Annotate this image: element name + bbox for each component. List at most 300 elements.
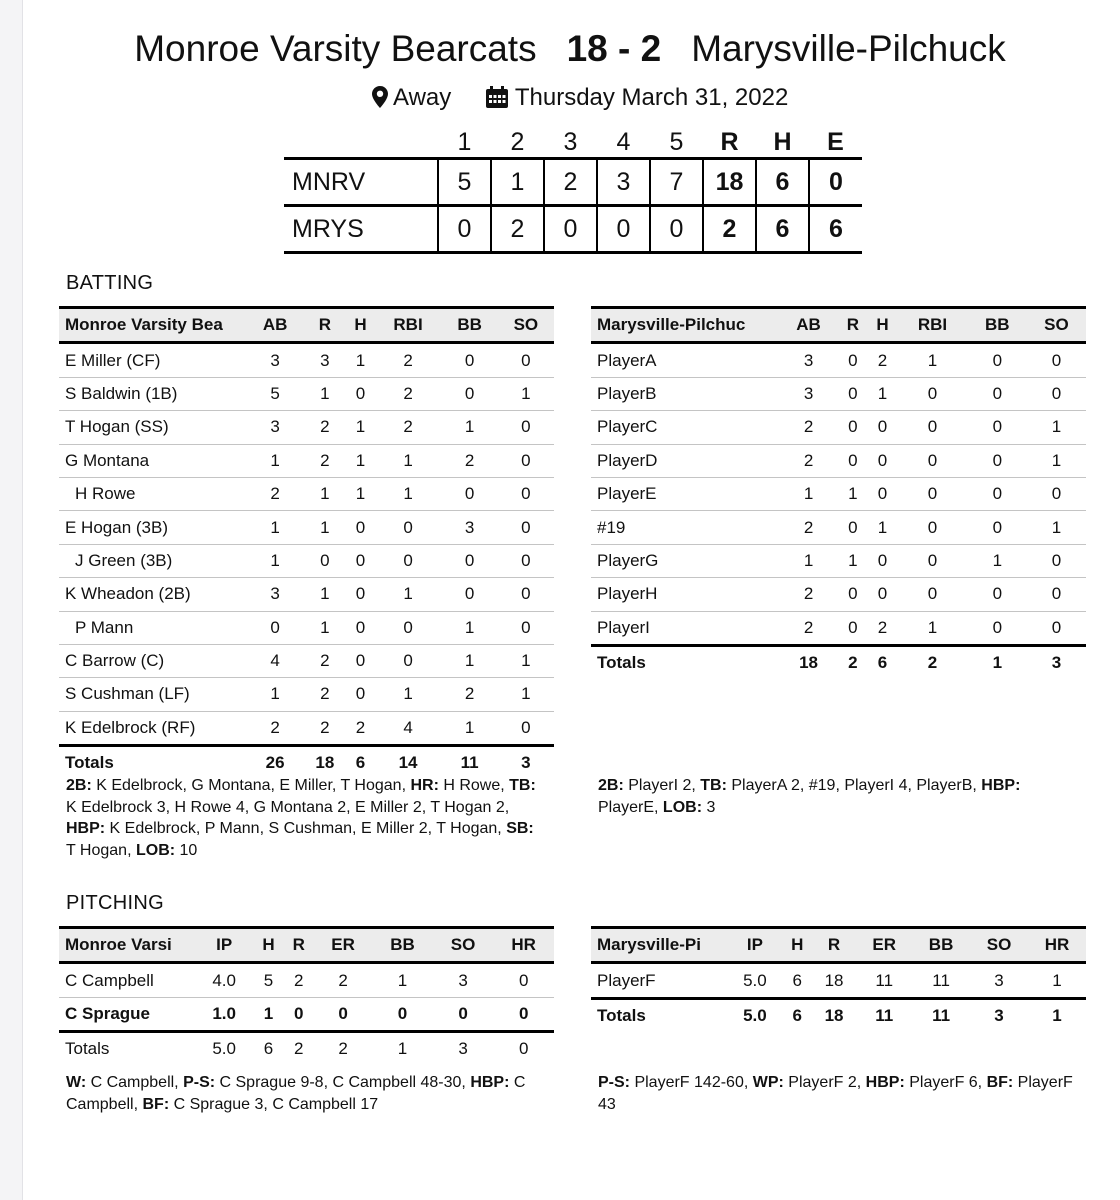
stat-cell: 1 xyxy=(397,970,408,990)
stat-cell: 1 xyxy=(403,684,413,704)
player-row xyxy=(591,411,1086,444)
stat-cell: 0 xyxy=(521,417,531,437)
stat-cell: 2 xyxy=(338,970,348,990)
stat-cell: 0 xyxy=(521,550,531,570)
column-header: R xyxy=(846,315,860,335)
errors-total: 6 xyxy=(809,206,862,253)
table-header-row xyxy=(59,928,554,963)
player-row xyxy=(59,343,554,377)
hits-total: 6 xyxy=(756,159,809,206)
player-name: PlayerH xyxy=(597,584,658,604)
stat-cell: 11 xyxy=(932,970,950,990)
linescore-header-row xyxy=(284,127,862,159)
totals-cell: 3 xyxy=(521,753,531,773)
note-label: TB: xyxy=(509,777,536,794)
stat-cell: 0 xyxy=(1051,383,1062,403)
stat-cell: 0 xyxy=(355,617,366,637)
stat-cell: 0 xyxy=(877,550,888,570)
column-header: SO xyxy=(513,315,539,335)
stat-cell: 0 xyxy=(464,584,475,604)
stat-cell: 0 xyxy=(848,350,858,370)
player-row xyxy=(591,611,1086,645)
inning-score: 0 xyxy=(597,206,650,253)
stat-cell: 0 xyxy=(458,1003,468,1023)
inning-score: 2 xyxy=(544,159,597,206)
note-label: LOB: xyxy=(135,841,176,859)
column-header: R xyxy=(318,315,331,335)
note-label: BF: xyxy=(986,1074,1014,1091)
stat-cell: 0 xyxy=(1051,484,1062,504)
totals-cell: 14 xyxy=(398,753,418,773)
stat-cell: 0 xyxy=(294,1003,304,1023)
home-team-name: Monroe Varsity Bearcats xyxy=(134,28,537,69)
stat-cell: 1 xyxy=(1052,970,1062,990)
totals-row xyxy=(59,1032,554,1066)
totals-cell: 18 xyxy=(799,653,819,673)
stat-cell: 1 xyxy=(320,383,330,403)
column-header: AB xyxy=(262,315,288,335)
player-name: PlayerE xyxy=(597,484,657,504)
stat-cell: 2 xyxy=(403,383,413,403)
stat-cell: 0 xyxy=(320,550,330,570)
player-row xyxy=(591,477,1086,510)
note-text: T Hogan, xyxy=(66,841,136,859)
stat-cell: 1 xyxy=(521,684,531,704)
player-row xyxy=(59,578,554,611)
note-text: PlayerA 2, #19, PlayerI 4, PlayerB, xyxy=(726,777,982,794)
inning-score: 2 xyxy=(491,206,544,253)
player-name: J Green (3B) xyxy=(75,550,173,570)
stat-cell: 2 xyxy=(877,350,888,370)
note-text: C Campbell, xyxy=(66,1074,526,1113)
stat-cell: 2 xyxy=(403,417,413,437)
final-score: 18 - 2 xyxy=(566,28,662,69)
totals-cell: 3 xyxy=(458,1039,468,1059)
game-date: Thursday March 31, 2022 xyxy=(514,84,789,111)
stat-cell: 2 xyxy=(320,684,330,704)
stat-cell: 4 xyxy=(270,651,280,671)
player-row xyxy=(591,444,1086,477)
stat-cell: 1 xyxy=(320,484,330,504)
note-text: PlayerF 2, xyxy=(783,1074,866,1091)
player-row xyxy=(59,511,554,544)
stat-cell: 0 xyxy=(992,517,1003,537)
note-label: WP: xyxy=(752,1074,784,1091)
stat-cell: 0 xyxy=(403,651,413,671)
column-header: H xyxy=(876,315,889,335)
column-header: H xyxy=(262,935,275,955)
stat-cell: 0 xyxy=(992,584,1003,604)
totals-cell: 3 xyxy=(994,1005,1004,1025)
stat-cell: 1 xyxy=(270,450,280,470)
note-label: P-S: xyxy=(598,1074,630,1091)
stat-cell: 0 xyxy=(403,617,413,637)
totals-cell: 6 xyxy=(355,753,366,773)
page-left-edge xyxy=(0,0,23,1200)
stat-cell: 1 xyxy=(403,484,413,504)
linescore-row xyxy=(284,206,862,253)
column-header: BB xyxy=(457,315,482,335)
stat-cell: 2 xyxy=(403,350,413,370)
totals-cell: 1 xyxy=(397,1039,408,1059)
stat-cell: 3 xyxy=(803,383,814,403)
stat-cell: 0 xyxy=(848,383,858,403)
stat-cell: 0 xyxy=(464,484,475,504)
stat-cell: 1 xyxy=(403,450,413,470)
note-label: 2B: xyxy=(66,777,92,794)
stat-cell: 1 xyxy=(803,484,814,504)
runs-total: 18 xyxy=(703,159,756,206)
stat-cell: 2 xyxy=(803,450,814,470)
stat-cell: 1 xyxy=(263,1003,274,1023)
player-row xyxy=(59,544,554,577)
totals-cell: 0 xyxy=(518,1039,529,1059)
hits-header: H xyxy=(773,127,792,156)
stat-cell: 0 xyxy=(992,484,1003,504)
linescore-row xyxy=(284,159,862,206)
stat-cell: 4.0 xyxy=(212,970,236,990)
stat-cell: 0 xyxy=(521,450,531,470)
inning-score: 0 xyxy=(438,206,491,253)
stat-cell: 0 xyxy=(1051,584,1062,604)
player-name: C Sprague xyxy=(65,1003,151,1023)
column-header: ER xyxy=(872,935,897,955)
stat-cell: 1 xyxy=(1051,417,1062,437)
player-row xyxy=(591,544,1086,577)
stat-cell: 1 xyxy=(270,550,280,570)
stat-cell: 4 xyxy=(403,717,413,737)
location-label: Away xyxy=(393,84,452,111)
stat-cell: 0 xyxy=(355,550,366,570)
player-name: PlayerF xyxy=(597,970,656,990)
player-row xyxy=(591,511,1086,544)
team-column-header: Marysville-Pilchuc xyxy=(597,315,746,335)
player-name: PlayerA xyxy=(597,350,657,370)
stat-cell: 5.0 xyxy=(743,970,767,990)
totals-cell: 6 xyxy=(792,1005,802,1025)
away-team-name: Marysville-Pilchuck xyxy=(691,28,1006,69)
stat-cell: 5 xyxy=(270,383,280,403)
player-name: E Miller (CF) xyxy=(65,350,161,370)
totals-row xyxy=(591,998,1086,1032)
inning-score: 5 xyxy=(438,159,491,206)
stat-cell: 1 xyxy=(464,651,475,671)
team-column-header: Marysville-Pi xyxy=(597,935,701,955)
stat-cell: 0 xyxy=(927,517,938,537)
player-name: P Mann xyxy=(75,617,134,637)
player-name: PlayerI xyxy=(597,617,650,637)
stat-cell: 0 xyxy=(338,1003,348,1023)
stat-cell: 0 xyxy=(464,383,475,403)
player-name: K Wheadon (2B) xyxy=(65,584,191,604)
stat-cell: 0 xyxy=(403,550,413,570)
home-batting-notes xyxy=(66,775,546,861)
stat-cell: 0 xyxy=(464,550,475,570)
inning-score: 0 xyxy=(650,206,703,253)
note-label: HBP: xyxy=(865,1074,905,1091)
stat-cell: 2 xyxy=(320,651,330,671)
inning-score: 3 xyxy=(597,159,650,206)
pitcher-row xyxy=(591,963,1086,998)
stat-cell: 0 xyxy=(1051,550,1062,570)
stat-cell: 1 xyxy=(320,517,330,537)
column-header: IP xyxy=(216,935,233,955)
player-row xyxy=(591,578,1086,611)
table-header-row xyxy=(59,308,554,343)
stat-cell: 0 xyxy=(848,584,858,604)
column-header: RBI xyxy=(917,315,948,335)
note-label: 2B: xyxy=(598,777,624,794)
away-batting-notes xyxy=(598,775,1078,818)
stat-cell: 2 xyxy=(320,450,330,470)
stat-cell: 5 xyxy=(263,970,274,990)
column-header: AB xyxy=(796,315,821,335)
totals-cell: 2 xyxy=(848,653,858,673)
column-header: BB xyxy=(928,935,954,955)
totals-cell: 18 xyxy=(824,1005,844,1025)
stat-cell: 3 xyxy=(270,417,280,437)
totals-cell: 3 xyxy=(1051,653,1062,673)
note-text: K Edelbrock, G Montana, E Miller, T Hogan, xyxy=(91,777,411,794)
note-text: PlayerF 6, xyxy=(904,1074,987,1091)
stat-cell: 0 xyxy=(403,517,413,537)
note-text: PlayerI 2, xyxy=(623,777,701,794)
stat-cell: 0 xyxy=(877,450,888,470)
stat-cell: 0 xyxy=(992,450,1003,470)
stat-cell: 18 xyxy=(824,970,844,990)
stat-cell: 0 xyxy=(877,584,888,604)
totals-cell: 11 xyxy=(875,1005,894,1025)
stat-cell: 2 xyxy=(803,584,814,604)
stat-cell: 1 xyxy=(877,383,888,403)
totals-cell: 2 xyxy=(927,653,938,673)
player-name: #19 xyxy=(597,517,626,537)
stat-cell: 0 xyxy=(464,350,475,370)
column-header: HR xyxy=(1044,935,1070,955)
note-text: H Rowe, xyxy=(438,777,510,794)
note-text: 10 xyxy=(175,841,198,859)
stat-cell: 1 xyxy=(355,450,366,470)
totals-cell: 11 xyxy=(460,753,479,773)
stat-cell: 1 xyxy=(848,550,858,570)
runs-total: 2 xyxy=(703,206,756,253)
stat-cell: 0 xyxy=(877,484,888,504)
totals-label: Totals xyxy=(597,1005,646,1025)
player-name: PlayerD xyxy=(597,450,658,470)
totals-cell: 6 xyxy=(877,653,888,673)
stat-cell: 2 xyxy=(464,684,475,704)
stat-cell: 3 xyxy=(270,350,280,370)
away-pitching-table xyxy=(591,926,1086,1032)
note-text: 3 xyxy=(702,798,716,816)
stat-cell: 1 xyxy=(355,417,366,437)
stat-cell: 0 xyxy=(992,617,1003,637)
stat-cell: 0 xyxy=(1051,617,1062,637)
batting-section-title: BATTING xyxy=(66,272,154,294)
stat-cell: 0 xyxy=(877,417,888,437)
stat-cell: 0 xyxy=(521,350,531,370)
stat-cell: 3 xyxy=(320,350,330,370)
note-label: TB: xyxy=(700,777,727,794)
column-header: SO xyxy=(450,935,476,955)
stat-cell: 0 xyxy=(992,417,1003,437)
note-label: HBP: xyxy=(470,1074,510,1091)
stat-cell: 11 xyxy=(875,970,894,990)
stat-cell: 1 xyxy=(464,417,475,437)
column-header: RBI xyxy=(393,315,423,335)
stat-cell: 0 xyxy=(848,417,858,437)
away-batting-table xyxy=(591,306,1086,679)
stat-cell: 1 xyxy=(521,651,531,671)
table-header-row xyxy=(591,928,1086,963)
note-label: HBP: xyxy=(66,820,106,837)
column-header: BB xyxy=(985,315,1010,335)
map-pin-icon xyxy=(372,84,388,111)
totals-cell: 2 xyxy=(338,1039,348,1059)
hits-total: 6 xyxy=(756,206,809,253)
stat-cell: 3 xyxy=(464,517,475,537)
stat-cell: 0 xyxy=(521,484,531,504)
stat-cell: 2 xyxy=(270,717,280,737)
note-text: K Edelbrock 3, H Rowe 4, G Montana 2, E Miller 2, T Hogan 2, xyxy=(66,798,510,816)
stat-cell: 1 xyxy=(992,550,1003,570)
stat-cell: 3 xyxy=(270,584,280,604)
player-name: S Cushman (LF) xyxy=(65,684,190,704)
player-name: C Campbell xyxy=(65,970,154,990)
stat-cell: 0 xyxy=(1051,350,1062,370)
player-row xyxy=(59,611,554,644)
player-row xyxy=(591,343,1086,377)
column-header: H xyxy=(354,315,367,335)
stat-cell: 0 xyxy=(927,584,938,604)
stat-cell: 0 xyxy=(927,484,938,504)
stat-cell: 1 xyxy=(521,383,531,403)
player-row xyxy=(59,678,554,711)
team-abbrev: MNRV xyxy=(292,167,366,196)
note-text: K Edelbrock, P Mann, S Cushman, E Miller 2, T Hogan, xyxy=(105,820,507,837)
stat-cell: 2 xyxy=(320,717,330,737)
pitching-section-title: PITCHING xyxy=(66,892,164,914)
column-header: BB xyxy=(390,935,415,955)
note-text: PlayerF 43 xyxy=(598,1074,1073,1113)
stat-cell: 1 xyxy=(927,617,938,637)
column-header: R xyxy=(292,935,305,955)
column-header: SO xyxy=(986,935,1012,955)
totals-label: Totals xyxy=(65,753,114,773)
totals-cell: 1 xyxy=(992,653,1003,673)
column-header: R xyxy=(827,935,841,955)
stat-cell: 3 xyxy=(458,970,468,990)
stat-cell: 0 xyxy=(521,617,531,637)
stat-cell: 2 xyxy=(803,417,814,437)
linescore-table xyxy=(284,127,862,254)
inning-header: 2 xyxy=(510,127,525,156)
stat-cell: 1.0 xyxy=(212,1003,236,1023)
stat-cell: 0 xyxy=(518,1003,529,1023)
player-row xyxy=(59,444,554,477)
inning-header: 4 xyxy=(616,127,631,156)
player-name: S Baldwin (1B) xyxy=(65,383,178,403)
stat-cell: 0 xyxy=(355,517,366,537)
column-header: H xyxy=(791,935,804,955)
player-name: H Rowe xyxy=(75,484,136,504)
note-label: BF: xyxy=(142,1095,170,1113)
stat-cell: 2 xyxy=(270,484,280,504)
game-meta xyxy=(0,84,1120,112)
totals-label: Totals xyxy=(597,653,646,673)
stat-cell: 0 xyxy=(927,450,938,470)
stat-cell: 0 xyxy=(848,517,858,537)
note-label: HR: xyxy=(410,777,439,794)
home-pitching-notes xyxy=(66,1072,546,1115)
stat-cell: 1 xyxy=(270,684,280,704)
stat-cell: 0 xyxy=(992,350,1003,370)
player-name: K Edelbrock (RF) xyxy=(65,717,196,737)
player-row xyxy=(59,377,554,410)
totals-cell: 11 xyxy=(932,1005,951,1025)
stat-cell: 2 xyxy=(355,717,366,737)
player-row xyxy=(59,711,554,745)
totals-row xyxy=(591,645,1086,679)
game-title xyxy=(0,28,1120,70)
errors-total: 0 xyxy=(809,159,862,206)
stat-cell: 0 xyxy=(355,383,366,403)
note-label: LOB: xyxy=(662,798,703,816)
totals-label: Totals xyxy=(65,1039,110,1059)
player-row xyxy=(59,411,554,444)
totals-cell: 18 xyxy=(315,753,335,773)
stat-cell: 0 xyxy=(355,651,366,671)
team-column-header: Monroe Varsity Bea xyxy=(65,315,223,335)
home-batting-table xyxy=(59,306,554,779)
pitcher-row xyxy=(59,997,554,1031)
note-label: P-S: xyxy=(183,1074,216,1091)
note-text: C Sprague 9-8, C Campbell 48-30, xyxy=(215,1074,471,1091)
stat-cell: 0 xyxy=(518,970,529,990)
table-header-row xyxy=(591,308,1086,343)
stat-cell: 1 xyxy=(877,517,888,537)
inning-header: 5 xyxy=(669,127,684,156)
stat-cell: 1 xyxy=(403,584,413,604)
player-row xyxy=(59,644,554,677)
stat-cell: 3 xyxy=(803,350,814,370)
player-name: PlayerC xyxy=(597,417,658,437)
stat-cell: 1 xyxy=(320,584,330,604)
player-row xyxy=(59,477,554,510)
stat-cell: 0 xyxy=(927,550,938,570)
stat-cell: 1 xyxy=(464,717,475,737)
note-text: C Sprague 3, C Campbell 17 xyxy=(169,1095,379,1113)
stat-cell: 2 xyxy=(464,450,475,470)
stat-cell: 1 xyxy=(464,617,475,637)
player-name: T Hogan (SS) xyxy=(65,417,169,437)
stat-cell: 0 xyxy=(521,584,531,604)
totals-cell: 5.0 xyxy=(743,1005,767,1025)
stat-cell: 1 xyxy=(355,350,366,370)
column-header: HR xyxy=(511,935,536,955)
stat-cell: 1 xyxy=(355,484,366,504)
totals-cell: 26 xyxy=(265,753,285,773)
column-header: ER xyxy=(331,935,355,955)
player-name: PlayerG xyxy=(597,550,659,570)
note-label: W: xyxy=(66,1074,87,1091)
stat-cell: 0 xyxy=(992,383,1003,403)
totals-cell: 6 xyxy=(263,1039,274,1059)
stat-cell: 1 xyxy=(1051,517,1062,537)
stat-cell: 2 xyxy=(294,970,304,990)
stat-cell: 0 xyxy=(927,383,938,403)
inning-score: 7 xyxy=(650,159,703,206)
